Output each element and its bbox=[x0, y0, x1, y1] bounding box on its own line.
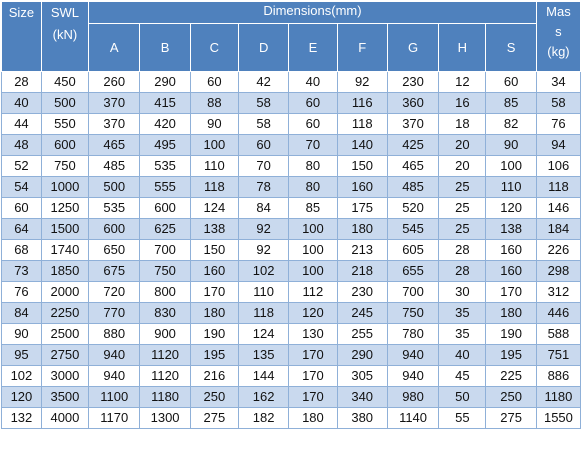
cell-dim-a: 370 bbox=[89, 93, 140, 114]
cell-mass: 118 bbox=[536, 177, 580, 198]
cell-dim-a: 535 bbox=[89, 198, 140, 219]
cell-dim-e: 170 bbox=[289, 387, 337, 408]
cell-dim-d: 60 bbox=[238, 135, 288, 156]
cell-dim-c: 216 bbox=[190, 366, 238, 387]
cell-swl: 2750 bbox=[41, 345, 88, 366]
cell-size: 76 bbox=[2, 282, 42, 303]
cell-size: 60 bbox=[2, 198, 42, 219]
cell-dim-c: 170 bbox=[190, 282, 238, 303]
cell-dim-f: 380 bbox=[337, 408, 387, 429]
cell-dim-g: 370 bbox=[387, 114, 438, 135]
cell-dim-f: 290 bbox=[337, 345, 387, 366]
cell-dim-b: 750 bbox=[140, 261, 190, 282]
cell-dim-b: 700 bbox=[140, 240, 190, 261]
cell-dim-d: 102 bbox=[238, 261, 288, 282]
cell-dim-b: 555 bbox=[140, 177, 190, 198]
cell-dim-f: 305 bbox=[337, 366, 387, 387]
cell-dim-a: 650 bbox=[89, 240, 140, 261]
cell-dim-a: 940 bbox=[89, 366, 140, 387]
cell-swl: 2250 bbox=[41, 303, 88, 324]
cell-mass: 312 bbox=[536, 282, 580, 303]
table-row bbox=[2, 240, 581, 261]
cell-swl: 1850 bbox=[41, 261, 88, 282]
cell-dim-c: 90 bbox=[190, 114, 238, 135]
cell-mass: 94 bbox=[536, 135, 580, 156]
cell-swl: 1000 bbox=[41, 177, 88, 198]
cell-dim-f: 218 bbox=[337, 261, 387, 282]
table-row bbox=[2, 345, 581, 366]
cell-dim-b: 290 bbox=[140, 72, 190, 93]
cell-dim-g: 425 bbox=[387, 135, 438, 156]
cell-dim-e: 60 bbox=[289, 93, 337, 114]
cell-dim-c: 138 bbox=[190, 219, 238, 240]
cell-dim-f: 160 bbox=[337, 177, 387, 198]
cell-dim-f: 340 bbox=[337, 387, 387, 408]
cell-dim-h: 20 bbox=[439, 135, 486, 156]
cell-dim-c: 88 bbox=[190, 93, 238, 114]
cell-dim-h: 25 bbox=[439, 198, 486, 219]
cell-dim-c: 160 bbox=[190, 261, 238, 282]
cell-dim-d: 124 bbox=[238, 324, 288, 345]
cell-dim-h: 55 bbox=[439, 408, 486, 429]
table-row bbox=[2, 72, 581, 93]
cell-swl: 1500 bbox=[41, 219, 88, 240]
cell-dim-e: 100 bbox=[289, 219, 337, 240]
cell-dim-d: 92 bbox=[238, 240, 288, 261]
cell-dim-e: 120 bbox=[289, 303, 337, 324]
cell-dim-f: 116 bbox=[337, 93, 387, 114]
cell-swl: 450 bbox=[41, 72, 88, 93]
cell-dim-h: 50 bbox=[439, 387, 486, 408]
cell-dim-s: 85 bbox=[486, 93, 536, 114]
cell-dim-h: 16 bbox=[439, 93, 486, 114]
cell-dim-c: 195 bbox=[190, 345, 238, 366]
cell-dim-b: 600 bbox=[140, 198, 190, 219]
table-body bbox=[2, 72, 581, 429]
cell-dim-s: 138 bbox=[486, 219, 536, 240]
dimension-header-s: S bbox=[486, 24, 536, 72]
cell-dim-s: 90 bbox=[486, 135, 536, 156]
cell-swl: 750 bbox=[41, 156, 88, 177]
cell-dim-b: 1120 bbox=[140, 345, 190, 366]
cell-dim-c: 250 bbox=[190, 387, 238, 408]
cell-dim-h: 18 bbox=[439, 114, 486, 135]
cell-dim-g: 230 bbox=[387, 72, 438, 93]
cell-dim-a: 600 bbox=[89, 219, 140, 240]
cell-dim-b: 495 bbox=[140, 135, 190, 156]
cell-size: 52 bbox=[2, 156, 42, 177]
cell-dim-f: 92 bbox=[337, 72, 387, 93]
table-row bbox=[2, 387, 581, 408]
cell-dim-d: 58 bbox=[238, 93, 288, 114]
cell-dim-s: 225 bbox=[486, 366, 536, 387]
cell-dim-s: 100 bbox=[486, 156, 536, 177]
cell-dim-g: 940 bbox=[387, 345, 438, 366]
cell-size: 84 bbox=[2, 303, 42, 324]
cell-swl: 3500 bbox=[41, 387, 88, 408]
cell-dim-h: 25 bbox=[439, 177, 486, 198]
cell-dim-h: 20 bbox=[439, 156, 486, 177]
cell-dim-e: 40 bbox=[289, 72, 337, 93]
cell-dim-s: 195 bbox=[486, 345, 536, 366]
cell-dim-h: 25 bbox=[439, 219, 486, 240]
cell-dim-h: 28 bbox=[439, 261, 486, 282]
cell-dim-e: 85 bbox=[289, 198, 337, 219]
cell-size: 44 bbox=[2, 114, 42, 135]
cell-swl: 4000 bbox=[41, 408, 88, 429]
cell-dim-g: 940 bbox=[387, 366, 438, 387]
table-row bbox=[2, 156, 581, 177]
cell-dim-f: 175 bbox=[337, 198, 387, 219]
cell-dim-f: 213 bbox=[337, 240, 387, 261]
cell-dim-h: 12 bbox=[439, 72, 486, 93]
dimension-header-f: F bbox=[337, 24, 387, 72]
cell-dim-d: 118 bbox=[238, 303, 288, 324]
dimension-header-h: H bbox=[439, 24, 486, 72]
cell-dim-a: 940 bbox=[89, 345, 140, 366]
dimension-header-g: G bbox=[387, 24, 438, 72]
cell-dim-f: 150 bbox=[337, 156, 387, 177]
table-row bbox=[2, 282, 581, 303]
cell-mass: 751 bbox=[536, 345, 580, 366]
table-row bbox=[2, 135, 581, 156]
cell-dim-h: 45 bbox=[439, 366, 486, 387]
cell-mass: 58 bbox=[536, 93, 580, 114]
cell-dim-d: 162 bbox=[238, 387, 288, 408]
cell-dim-d: 78 bbox=[238, 177, 288, 198]
cell-size: 68 bbox=[2, 240, 42, 261]
cell-dim-a: 465 bbox=[89, 135, 140, 156]
cell-dim-b: 415 bbox=[140, 93, 190, 114]
cell-dim-b: 1180 bbox=[140, 387, 190, 408]
table-row bbox=[2, 408, 581, 429]
dimension-header-e: E bbox=[289, 24, 337, 72]
cell-mass: 886 bbox=[536, 366, 580, 387]
cell-dim-b: 900 bbox=[140, 324, 190, 345]
cell-dim-d: 42 bbox=[238, 72, 288, 93]
cell-size: 132 bbox=[2, 408, 42, 429]
cell-mass: 184 bbox=[536, 219, 580, 240]
cell-dim-s: 82 bbox=[486, 114, 536, 135]
cell-dim-c: 60 bbox=[190, 72, 238, 93]
cell-dim-f: 255 bbox=[337, 324, 387, 345]
cell-dim-e: 180 bbox=[289, 408, 337, 429]
cell-dim-h: 40 bbox=[439, 345, 486, 366]
table-row bbox=[2, 93, 581, 114]
cell-mass: 76 bbox=[536, 114, 580, 135]
cell-dim-h: 35 bbox=[439, 303, 486, 324]
table-row bbox=[2, 198, 581, 219]
cell-mass: 446 bbox=[536, 303, 580, 324]
cell-dim-s: 170 bbox=[486, 282, 536, 303]
cell-dim-a: 500 bbox=[89, 177, 140, 198]
table-row bbox=[2, 366, 581, 387]
table-row bbox=[2, 114, 581, 135]
cell-dim-s: 120 bbox=[486, 198, 536, 219]
cell-dim-b: 800 bbox=[140, 282, 190, 303]
cell-dim-e: 70 bbox=[289, 135, 337, 156]
cell-size: 95 bbox=[2, 345, 42, 366]
cell-dim-d: 135 bbox=[238, 345, 288, 366]
cell-size: 90 bbox=[2, 324, 42, 345]
cell-dim-f: 180 bbox=[337, 219, 387, 240]
cell-dim-d: 144 bbox=[238, 366, 288, 387]
cell-dim-g: 465 bbox=[387, 156, 438, 177]
cell-mass: 146 bbox=[536, 198, 580, 219]
cell-dim-d: 110 bbox=[238, 282, 288, 303]
cell-dim-d: 70 bbox=[238, 156, 288, 177]
cell-size: 120 bbox=[2, 387, 42, 408]
cell-dim-e: 80 bbox=[289, 156, 337, 177]
table-row bbox=[2, 303, 581, 324]
cell-dim-d: 182 bbox=[238, 408, 288, 429]
specifications-table bbox=[1, 1, 581, 429]
cell-dim-g: 780 bbox=[387, 324, 438, 345]
cell-dim-e: 170 bbox=[289, 366, 337, 387]
cell-dim-a: 260 bbox=[89, 72, 140, 93]
cell-dim-e: 130 bbox=[289, 324, 337, 345]
cell-dim-b: 535 bbox=[140, 156, 190, 177]
cell-dim-c: 180 bbox=[190, 303, 238, 324]
cell-mass: 1180 bbox=[536, 387, 580, 408]
cell-dim-g: 655 bbox=[387, 261, 438, 282]
cell-dim-e: 112 bbox=[289, 282, 337, 303]
cell-dim-e: 100 bbox=[289, 261, 337, 282]
cell-dim-g: 700 bbox=[387, 282, 438, 303]
table-row bbox=[2, 177, 581, 198]
cell-dim-c: 100 bbox=[190, 135, 238, 156]
cell-dim-s: 60 bbox=[486, 72, 536, 93]
table-row bbox=[2, 219, 581, 240]
cell-swl: 2000 bbox=[41, 282, 88, 303]
cell-dim-c: 110 bbox=[190, 156, 238, 177]
cell-dim-g: 545 bbox=[387, 219, 438, 240]
dimension-header-d: D bbox=[238, 24, 288, 72]
cell-dim-c: 275 bbox=[190, 408, 238, 429]
cell-dim-g: 750 bbox=[387, 303, 438, 324]
cell-mass: 1550 bbox=[536, 408, 580, 429]
cell-dim-e: 170 bbox=[289, 345, 337, 366]
cell-dim-a: 880 bbox=[89, 324, 140, 345]
cell-mass: 34 bbox=[536, 72, 580, 93]
cell-dim-g: 520 bbox=[387, 198, 438, 219]
cell-dim-s: 180 bbox=[486, 303, 536, 324]
cell-mass: 226 bbox=[536, 240, 580, 261]
dimensions-header: Dimensions(mm) bbox=[89, 2, 537, 24]
cell-dim-c: 118 bbox=[190, 177, 238, 198]
cell-dim-b: 1120 bbox=[140, 366, 190, 387]
cell-dim-f: 230 bbox=[337, 282, 387, 303]
cell-dim-h: 30 bbox=[439, 282, 486, 303]
cell-size: 64 bbox=[2, 219, 42, 240]
cell-dim-a: 1170 bbox=[89, 408, 140, 429]
cell-size: 54 bbox=[2, 177, 42, 198]
swl-header: SWL (kN) bbox=[41, 2, 88, 72]
cell-dim-g: 1140 bbox=[387, 408, 438, 429]
cell-dim-f: 245 bbox=[337, 303, 387, 324]
cell-dim-a: 485 bbox=[89, 156, 140, 177]
dimension-header-a: A bbox=[89, 24, 140, 72]
table-row bbox=[2, 261, 581, 282]
cell-dim-d: 58 bbox=[238, 114, 288, 135]
cell-swl: 550 bbox=[41, 114, 88, 135]
dimension-header-c: C bbox=[190, 24, 238, 72]
cell-dim-g: 980 bbox=[387, 387, 438, 408]
table-header bbox=[2, 2, 581, 72]
cell-size: 28 bbox=[2, 72, 42, 93]
table-row bbox=[2, 324, 581, 345]
cell-dim-b: 1300 bbox=[140, 408, 190, 429]
size-header: Size bbox=[2, 2, 42, 72]
cell-dim-a: 1100 bbox=[89, 387, 140, 408]
cell-swl: 2500 bbox=[41, 324, 88, 345]
cell-dim-d: 84 bbox=[238, 198, 288, 219]
cell-size: 73 bbox=[2, 261, 42, 282]
cell-dim-f: 140 bbox=[337, 135, 387, 156]
cell-dim-d: 92 bbox=[238, 219, 288, 240]
cell-dim-s: 160 bbox=[486, 240, 536, 261]
cell-swl: 500 bbox=[41, 93, 88, 114]
cell-size: 48 bbox=[2, 135, 42, 156]
cell-mass: 298 bbox=[536, 261, 580, 282]
cell-dim-h: 35 bbox=[439, 324, 486, 345]
dimension-header-b: B bbox=[140, 24, 190, 72]
cell-size: 40 bbox=[2, 93, 42, 114]
cell-mass: 106 bbox=[536, 156, 580, 177]
mass-header: Mas s (kg) bbox=[536, 2, 580, 72]
cell-dim-b: 830 bbox=[140, 303, 190, 324]
cell-dim-b: 420 bbox=[140, 114, 190, 135]
cell-dim-g: 485 bbox=[387, 177, 438, 198]
cell-size: 102 bbox=[2, 366, 42, 387]
cell-dim-e: 80 bbox=[289, 177, 337, 198]
cell-dim-c: 190 bbox=[190, 324, 238, 345]
cell-swl: 600 bbox=[41, 135, 88, 156]
cell-dim-g: 360 bbox=[387, 93, 438, 114]
cell-dim-c: 150 bbox=[190, 240, 238, 261]
cell-dim-c: 124 bbox=[190, 198, 238, 219]
cell-dim-f: 118 bbox=[337, 114, 387, 135]
cell-dim-e: 60 bbox=[289, 114, 337, 135]
cell-swl: 1740 bbox=[41, 240, 88, 261]
cell-dim-s: 250 bbox=[486, 387, 536, 408]
cell-dim-a: 720 bbox=[89, 282, 140, 303]
cell-dim-s: 110 bbox=[486, 177, 536, 198]
cell-dim-s: 190 bbox=[486, 324, 536, 345]
cell-dim-s: 275 bbox=[486, 408, 536, 429]
cell-dim-a: 370 bbox=[89, 114, 140, 135]
cell-dim-s: 160 bbox=[486, 261, 536, 282]
cell-dim-a: 675 bbox=[89, 261, 140, 282]
cell-dim-a: 770 bbox=[89, 303, 140, 324]
cell-dim-h: 28 bbox=[439, 240, 486, 261]
cell-mass: 588 bbox=[536, 324, 580, 345]
cell-swl: 1250 bbox=[41, 198, 88, 219]
cell-dim-g: 605 bbox=[387, 240, 438, 261]
cell-dim-e: 100 bbox=[289, 240, 337, 261]
cell-dim-b: 625 bbox=[140, 219, 190, 240]
cell-swl: 3000 bbox=[41, 366, 88, 387]
